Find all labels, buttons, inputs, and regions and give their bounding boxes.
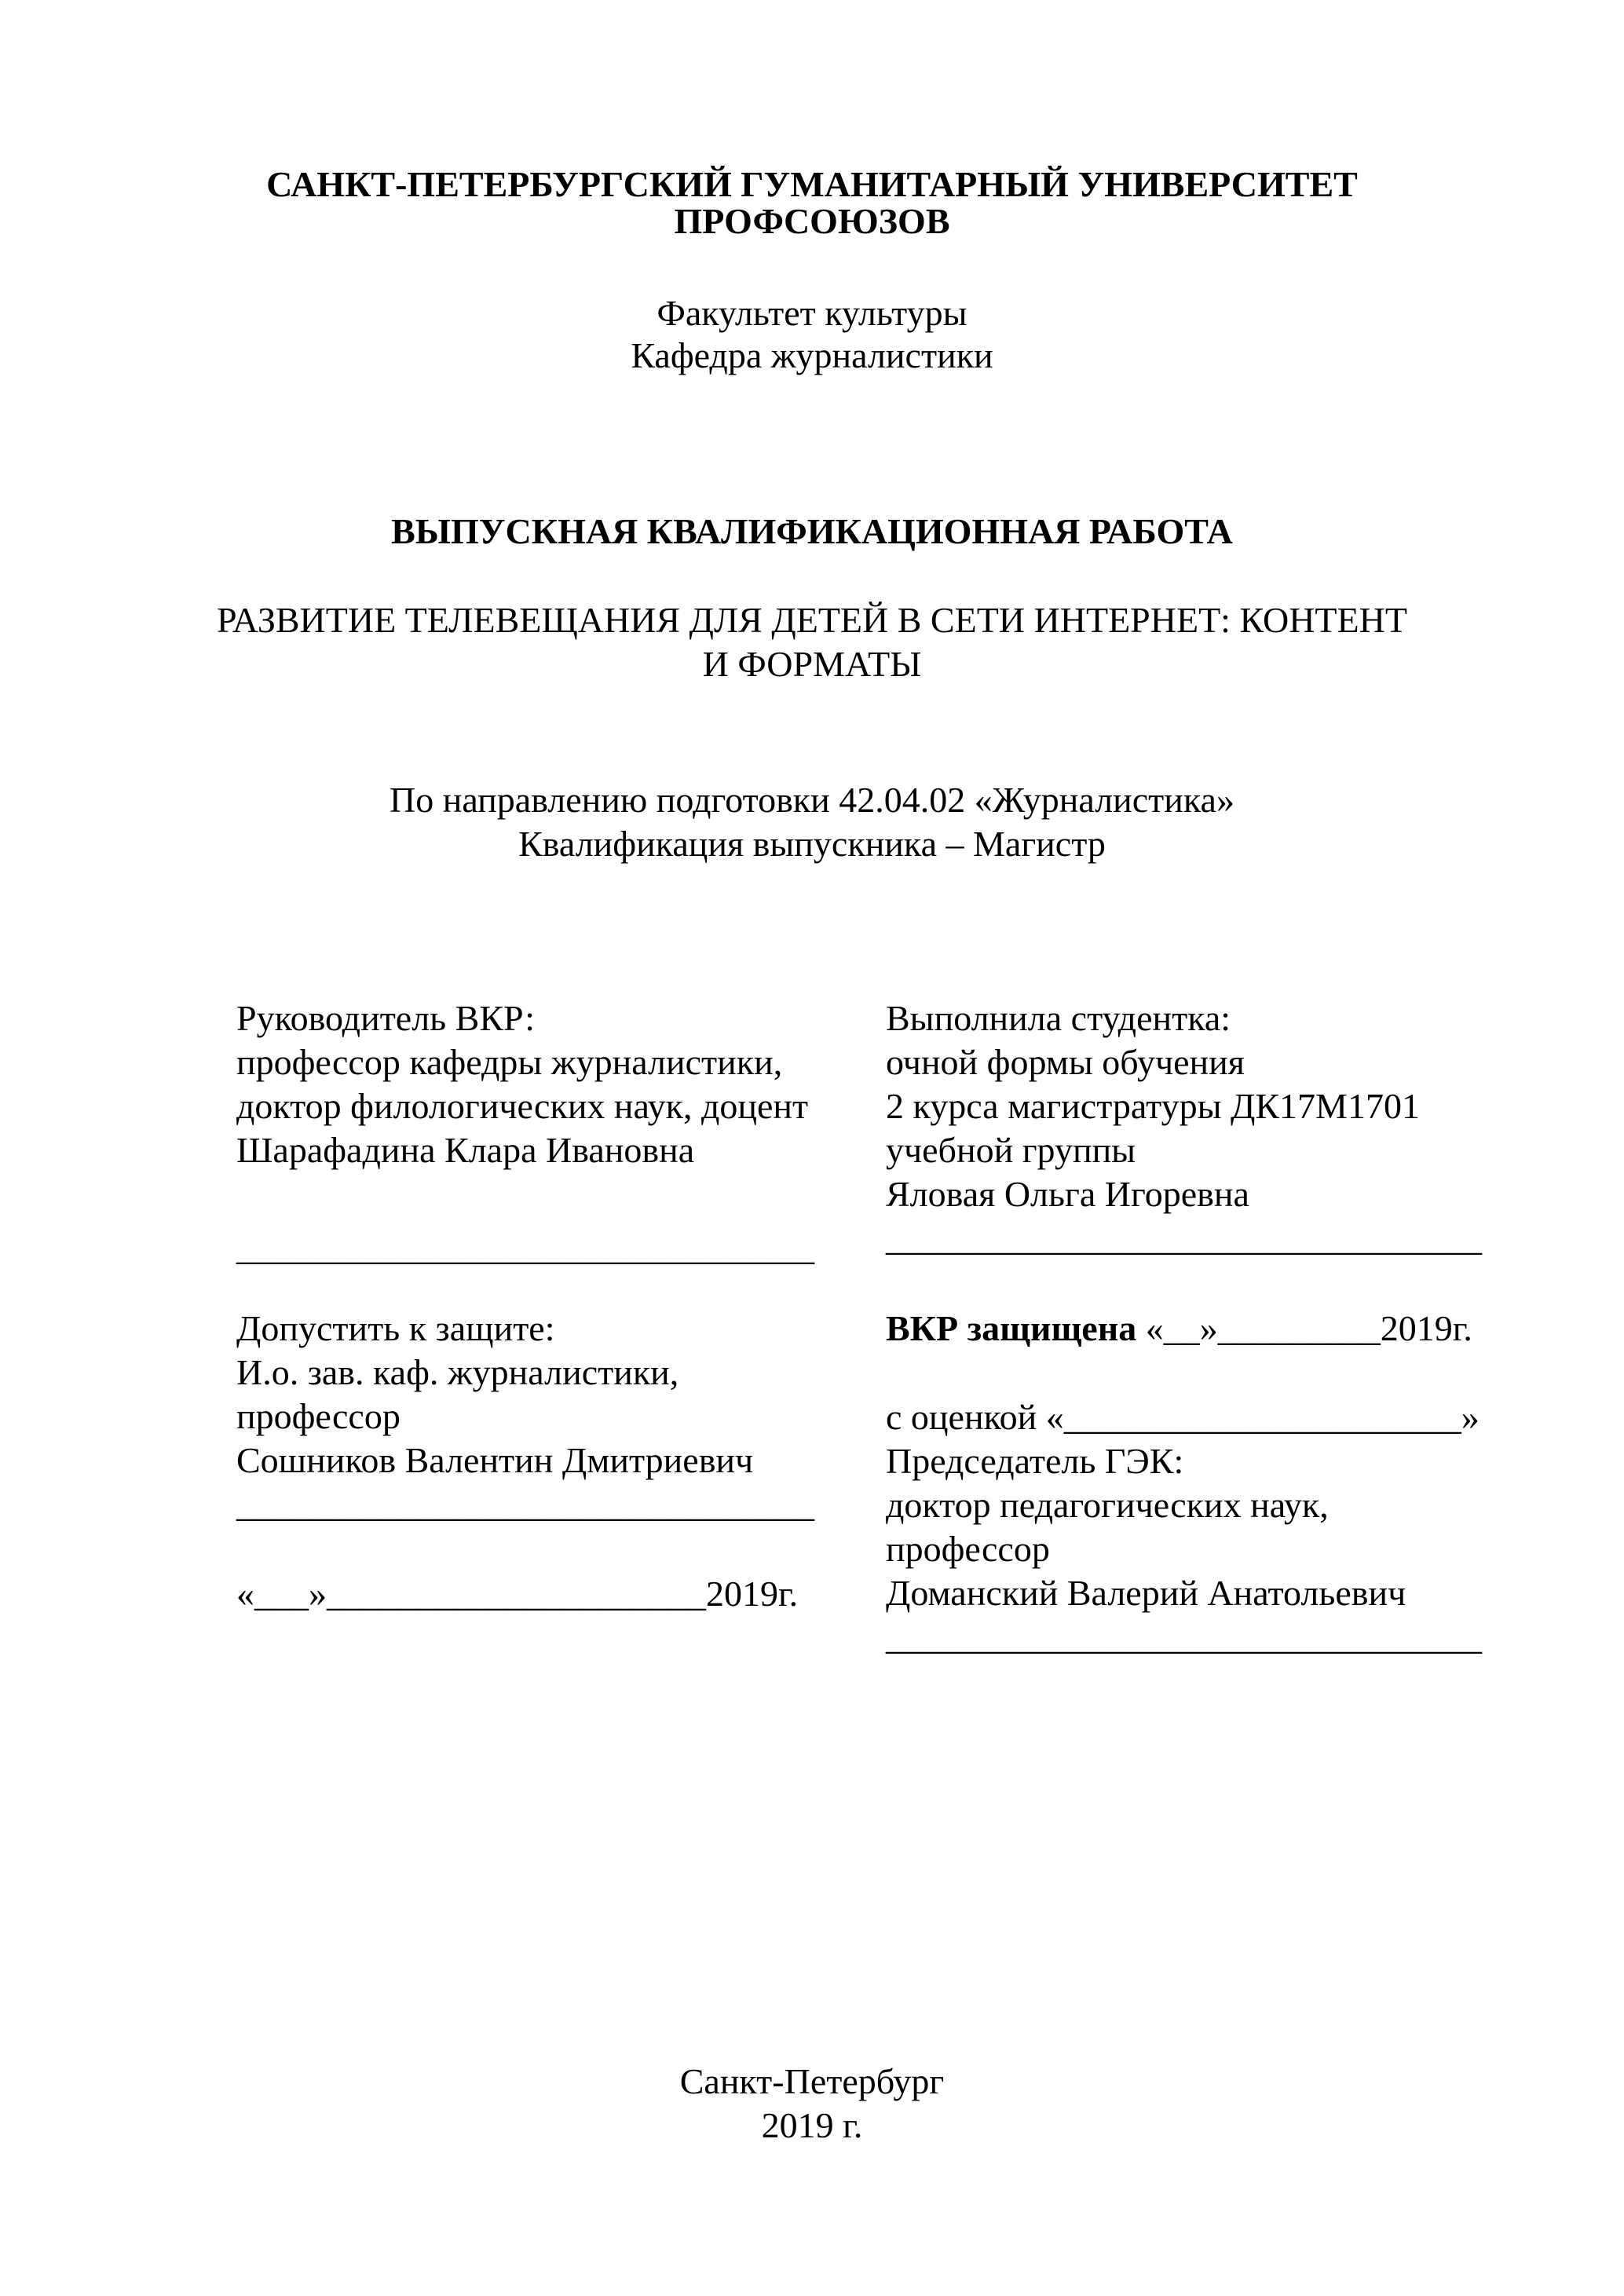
student-block [886, 996, 1482, 1260]
student-line: Яловая Ольга Игоревна [886, 1174, 1249, 1214]
student-line: 2 курса магистратуры ДК17М1701 [886, 1086, 1420, 1126]
defended-label: ВКР защищена [886, 1308, 1137, 1348]
defense-date-line [886, 1307, 1472, 1351]
department: Кафедра журналистики [631, 335, 993, 375]
chair-signature-line: _________________________________ [886, 1617, 1482, 1657]
qualification: Квалификация выпускника – Магистр [518, 824, 1106, 864]
student-line: очной формы обучения [886, 1042, 1245, 1082]
defense-block [886, 1395, 1482, 1659]
work-title-line2: И ФОРМАТЫ [702, 644, 922, 684]
student-signature-line: _________________________________ [886, 1218, 1482, 1258]
student-line: учебной группы [886, 1130, 1136, 1170]
study-direction: По направлению подготовки 42.04.02 «Журналистика» [390, 780, 1234, 820]
supervisor-signature-line: ________________________________ [236, 1227, 814, 1267]
university-name-line2: ПРОФСОЮЗОВ [674, 201, 950, 241]
admission-signature-line: ________________________________ [236, 1484, 814, 1524]
defended-date: «__»_________2019г. [1136, 1308, 1472, 1348]
supervisor-block [236, 996, 808, 1172]
supervisor-line: профессор кафедры журналистики, [236, 1042, 783, 1082]
student-line: Выполнила студентка: [886, 998, 1231, 1038]
supervisor-line: Шарафадина Клара Ивановна [236, 1130, 695, 1170]
work-title-line1: РАЗВИТИЕ ТЕЛЕВЕЩАНИЯ ДЛЯ ДЕТЕЙ В СЕТИ ИНТЕРНЕТ: КОНТЕНТ [217, 600, 1407, 640]
chair-line: Председатель ГЭК: [886, 1441, 1184, 1481]
admission-line: И.о. зав. каф. журналистики, [236, 1352, 679, 1392]
admission-block [236, 1307, 814, 1526]
year: 2019 г. [761, 2105, 863, 2145]
grade-line: с оценкой «______________________» [886, 1397, 1480, 1437]
university-name-line1: САНКТ-ПЕТЕРБУРГСКИЙ ГУМАНИТАРНЫЙ УНИВЕРСИТЕТ [266, 164, 1358, 204]
admission-line: Допустить к защите: [236, 1308, 555, 1348]
chair-line: профессор [886, 1529, 1050, 1569]
faculty: Факультет культуры [657, 293, 967, 333]
supervisor-line: Руководитель ВКР: [236, 998, 536, 1038]
work-type: ВЫПУСКНАЯ КВАЛИФИКАЦИОННАЯ РАБОТА [391, 511, 1233, 551]
supervisor-line: доктор филологических наук, доцент [236, 1086, 809, 1126]
admission-line: профессор [236, 1396, 401, 1436]
city: Санкт-Петербург [679, 2061, 945, 2101]
admission-line: Сошников Валентин Дмитриевич [236, 1440, 754, 1480]
chair-line: Доманский Валерий Анатольевич [886, 1573, 1406, 1613]
admission-date: «___»_____________________2019г. [236, 1574, 799, 1614]
chair-line: доктор педагогических наук, [886, 1485, 1329, 1525]
